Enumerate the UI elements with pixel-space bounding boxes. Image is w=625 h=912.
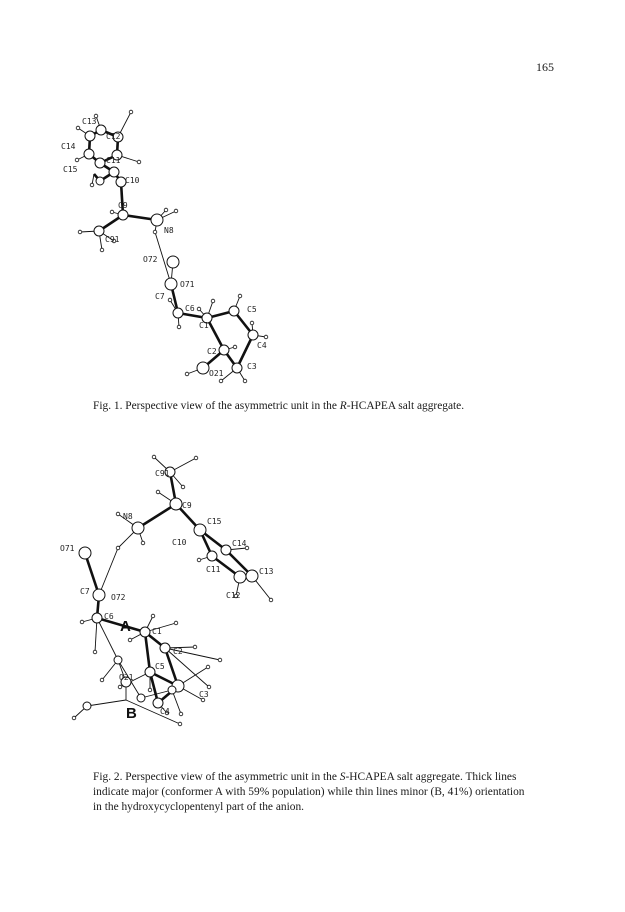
conformer-a-label: A <box>120 618 131 635</box>
atom-label-c3: C3 <box>199 690 209 699</box>
atom-label-o72: O72 <box>143 255 158 264</box>
page-number: 165 <box>536 60 554 74</box>
atom-label-c3: C3 <box>247 362 257 371</box>
figure-2-caption <box>93 770 533 815</box>
atom-label-n8: N8 <box>164 226 174 235</box>
atom-label-c1: C1 <box>199 321 209 330</box>
figure-2-caption-prefix: Fig. 2. <box>93 771 123 783</box>
atom-label-c6: C6 <box>104 612 114 621</box>
atom-label-c4: C4 <box>257 341 267 350</box>
figure-2-caption-body: Perspective view of the asymmetric unit in the <box>122 771 340 783</box>
atom-label-c12: C12 <box>106 132 121 141</box>
atom-label-o21: O21 <box>209 369 224 378</box>
atom-label-c6: C6 <box>185 304 195 313</box>
atom-label-c7: C7 <box>80 587 90 596</box>
atom-label-o21: O21 <box>119 673 134 682</box>
figure-2-caption-italic: S <box>339 771 346 783</box>
figure-1-caption-italic: R <box>339 400 347 412</box>
atom-label-c5: C5 <box>247 305 257 314</box>
atom-label-o71: O71 <box>180 280 195 289</box>
conformer-b-label: B <box>126 705 137 722</box>
atom-label-c91: C91 <box>155 469 170 478</box>
atom-label-c11: C11 <box>106 156 121 165</box>
atom-label-c11: C11 <box>206 565 221 574</box>
figure-1-caption-prefix: Fig. 1. <box>93 400 123 412</box>
atom-label-c15: C15 <box>63 165 78 174</box>
atom-label-o72: O72 <box>111 593 126 602</box>
atom-label-c14: C14 <box>232 539 247 548</box>
atom-label-c7: C7 <box>155 292 165 301</box>
atom-label-c10: C10 <box>172 538 187 547</box>
atom-label-c13: C13 <box>259 567 274 576</box>
atom-label-c91: C91 <box>105 235 120 244</box>
atom-label-c12: C12 <box>226 591 241 600</box>
atom-label-c9: C9 <box>182 501 192 510</box>
atom-label-o71: O71 <box>60 544 75 553</box>
atom-label-c10: C10 <box>125 176 140 185</box>
atom-label-c2: C2 <box>207 347 217 356</box>
atom-label-c9: C9 <box>118 201 128 210</box>
figure-2-caption-suffix: -HCAPEA salt aggregate. Thick lines indicate major (conformer A with 59% population) while thin lines minor (B, 41%) orientation in the hydroxycyclopentenyl part of the anion. <box>93 771 525 813</box>
figure-1-caption-body: Perspective view of the asymmetric unit in the <box>122 400 340 412</box>
atom-label-c1: C1 <box>152 627 162 636</box>
atom-label-c2: C2 <box>173 647 183 656</box>
atom-label-c15: C15 <box>207 517 222 526</box>
atom-label-c13: C13 <box>82 117 97 126</box>
atom-label-c5: C5 <box>155 662 165 671</box>
figure-1-caption-suffix: -HCAPEA salt aggregate. <box>346 400 465 412</box>
atom-label-c14: C14 <box>61 142 76 151</box>
atom-label-c4: C4 <box>160 707 170 716</box>
atom-label-n8: N8 <box>123 512 133 521</box>
